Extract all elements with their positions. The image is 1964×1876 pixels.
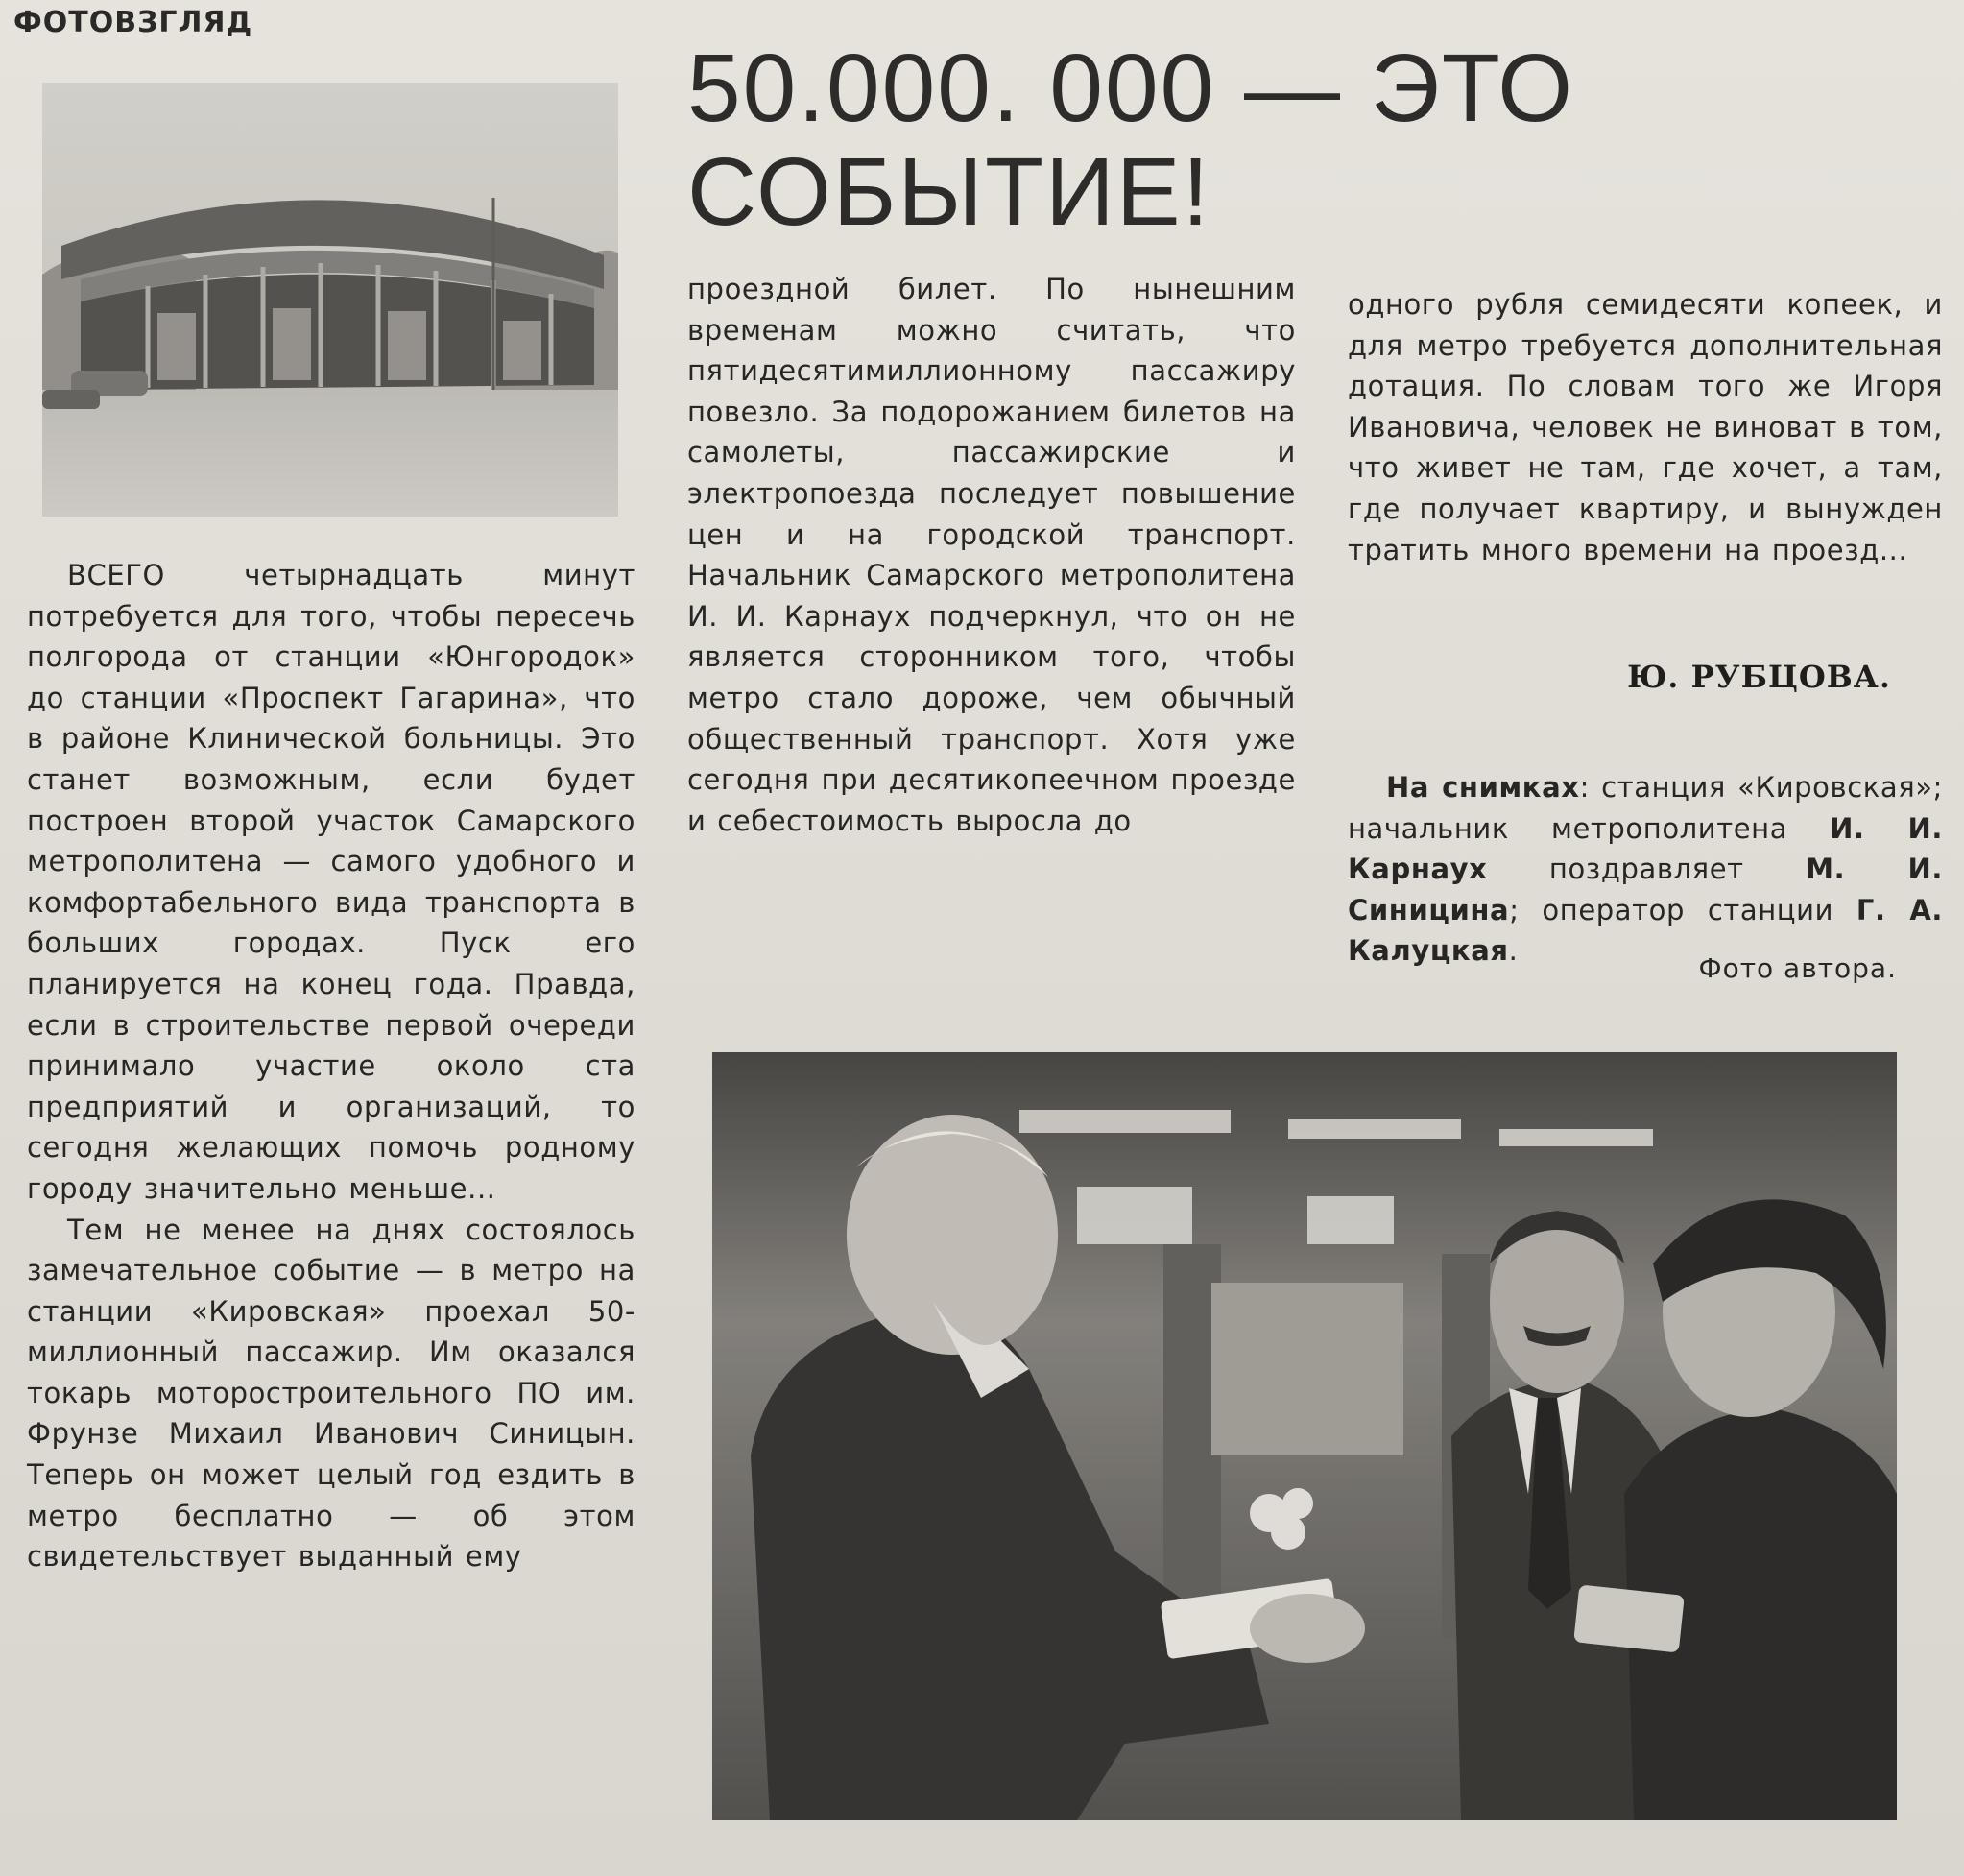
congratulation-picture [712,1052,1897,1820]
caption-part-2: поздравляет [1487,853,1807,886]
photo-caption [1348,767,1943,972]
station-building-picture [42,83,618,517]
caption-part-1: : станция «Кировская»; начальник метрополитена [1348,771,1943,845]
article-column-3: одного рубля семидесяти копеек, и для метро требуется дополнительная дотация. По словам того же Игоря Ивановича, человек не виноват в том, что живет не там, где хочет, а там, где получает квартиру, и вынужден тратить много времени на проезд... [1348,288,1943,566]
article-paragraph-1: ВСЕГО четырнадцать минут потребуется для того, чтобы пересечь полгорода от станции «Юнгородок» до станции «Проспект Гагарина», что в районе Клинической больницы. Это станет возможным, если будет построен второй участок Самарского метрополитена — самого удобного и комфортабельного вида транспорта в больших городах. Пуск его планируется на конец года. Правда, если в строительстве первой очереди принимало участие около ста предприятий и организаций, то сегодня желающих помочь родному городу значительно меньше... [27,559,635,1205]
caption-lead: На снимках [1386,771,1580,804]
headline-line-1: 50.000. 000 — ЭТО [687,35,1575,142]
caption-part-3: ; оператор станции [1509,893,1856,926]
article-column-2: проездной билет. По нынешним временам можно считать, что пятидесятимиллионному пассажиру повезло. За подорожанием билетов на самолеты, пассажирские и электропоезда последует повышение цен и на городской транспорт. Начальник Самарского метрополитена И. И. Карнаух подчеркнул, что он не является сторонником того, чтобы метро стало дороже, чем обычный общественный транспорт. Хотя уже сегодня при десятикопеечном проезде и себестоимость выросла до [687,273,1296,837]
rubric-label: ФОТОВЗГЛЯД [13,6,253,39]
photo-kirovskaya-station [42,83,618,517]
caption-name-2: М. И. Синицина [1348,853,1943,926]
headline [687,36,1878,244]
photo-credit: Фото автора. [1698,952,1897,984]
caption-part-4: . [1508,934,1519,968]
author-signature: Ю. РУБЦОВА. [1627,659,1891,695]
caption-name-1: И. И. Карнаух [1348,811,1943,886]
article-paragraph-2: Тем не менее на днях состоялось замечательное событие — в метро на станции «Кировская» проехал 50-миллионный пассажир. Им оказался токарь моторостроительного ПО им. Фрунзе Михаил Иванович Синицын. Теперь он может целый год ездить в метро бесплатно — об этом свидетельствует выданный ему [27,1213,635,1574]
headline-line-2: СОБЫТИЕ! [687,138,1211,246]
photo-congratulation-scene [712,1052,1897,1820]
article-column-1 [27,555,635,1577]
caption-name-3: Г. А. Калуцкая [1348,893,1943,968]
